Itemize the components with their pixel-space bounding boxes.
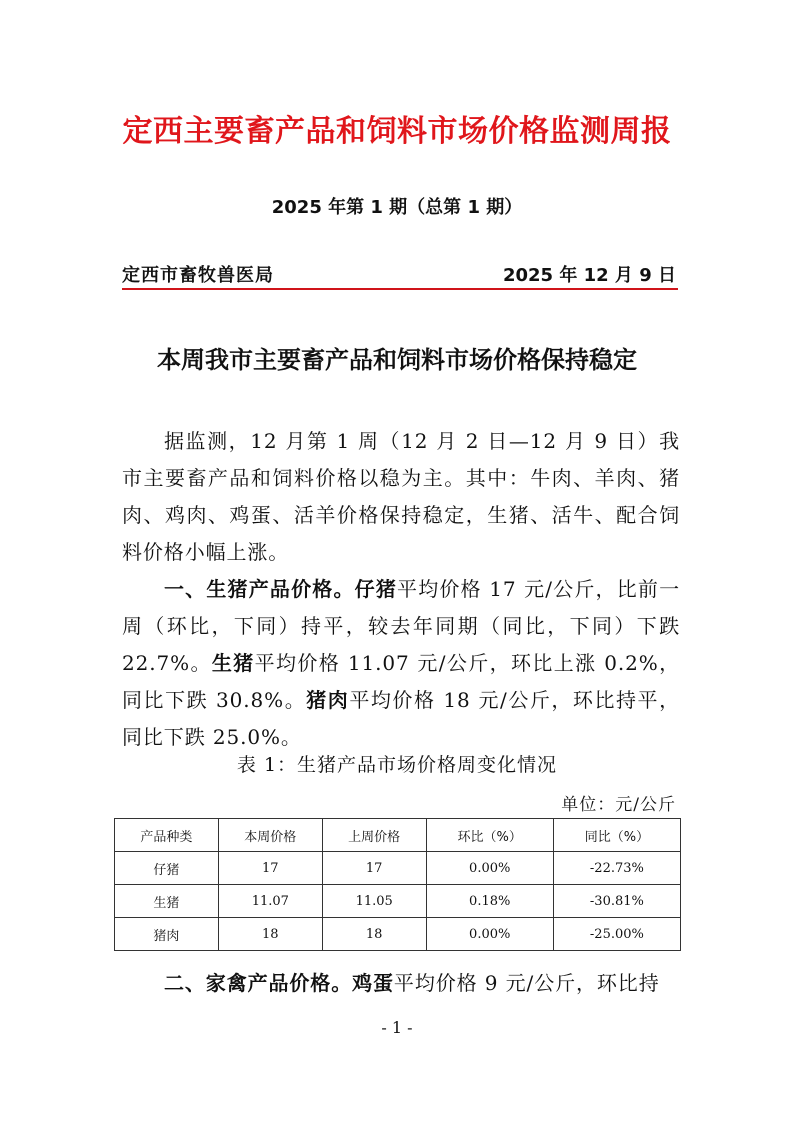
text: 平均价格 11.07 元/公斤，环比上涨 0.2%，同比下跌 30.8%。 <box>122 651 680 712</box>
table-row <box>115 918 681 951</box>
table-unit: 单位：元/公斤 <box>561 795 676 815</box>
issuing-org: 定西市畜牧兽医局 <box>122 265 274 286</box>
cell: -25.00% <box>553 918 680 951</box>
price-table <box>114 818 681 951</box>
text: 平均价格 17 元/公斤，比前一周（环比，下同）持平，较去年同期（同比，下同）下跌 22.7%。 <box>122 577 680 675</box>
cell: 18 <box>322 918 426 951</box>
cell: 18 <box>218 918 322 951</box>
section-heading: 一、生猪产品价格。 <box>164 577 355 601</box>
cell: 11.07 <box>218 885 322 918</box>
term: 仔猪 <box>354 577 398 601</box>
table-caption: 表 1：生猪产品市场价格周变化情况 <box>236 754 558 776</box>
cell: 猪肉 <box>115 918 219 951</box>
term: 猪肉 <box>306 688 350 712</box>
column-header: 产品种类 <box>115 819 219 852</box>
poultry-section-paragraph <box>122 965 680 1002</box>
cell: 0.00% <box>426 918 553 951</box>
cell: 17 <box>322 852 426 885</box>
summary-paragraph: 据监测，12 月第 1 周（12 月 2 日—12 月 9 日）我市主要畜产品和饲料价格以稳为主。其中：牛肉、羊肉、猪肉、鸡肉、鸡蛋、活羊价格保持稳定，生猪、活牛、配合饲料价格小幅上涨。 <box>122 429 680 564</box>
headline: 本周我市主要畜产品和饲料市场价格保持稳定 <box>157 345 637 374</box>
table-row <box>115 852 681 885</box>
cell: -30.81% <box>553 885 680 918</box>
section-heading: 二、家禽产品价格。 <box>164 971 353 995</box>
cell: 17 <box>218 852 322 885</box>
cell: 11.05 <box>322 885 426 918</box>
pig-section-paragraph <box>122 571 680 756</box>
text: 平均价格 9 元/公斤，环比持 <box>393 971 660 995</box>
column-header: 环比（%） <box>426 819 553 852</box>
term: 生猪 <box>211 651 255 675</box>
issue-date: 2025 年 12 月 9 日 <box>502 265 676 286</box>
column-header: 同比（%） <box>553 819 680 852</box>
cell: 0.18% <box>426 885 553 918</box>
page-number: - 1 - <box>381 1018 413 1037</box>
red-divider <box>122 288 678 290</box>
table-header-row <box>115 819 681 852</box>
issue-number: 2025 年第 1 期（总第 1 期） <box>271 197 523 218</box>
term: 鸡蛋 <box>352 971 394 995</box>
cell: -22.73% <box>553 852 680 885</box>
report-title: 定西主要畜产品和饲料市场价格监测周报 <box>122 114 672 149</box>
column-header: 上周价格 <box>322 819 426 852</box>
table-row <box>115 885 681 918</box>
text: 平均价格 18 元/公斤，环比持平，同比下跌 25.0%。 <box>122 688 680 749</box>
column-header: 本周价格 <box>218 819 322 852</box>
cell: 仔猪 <box>115 852 219 885</box>
cell: 生猪 <box>115 885 219 918</box>
cell: 0.00% <box>426 852 553 885</box>
